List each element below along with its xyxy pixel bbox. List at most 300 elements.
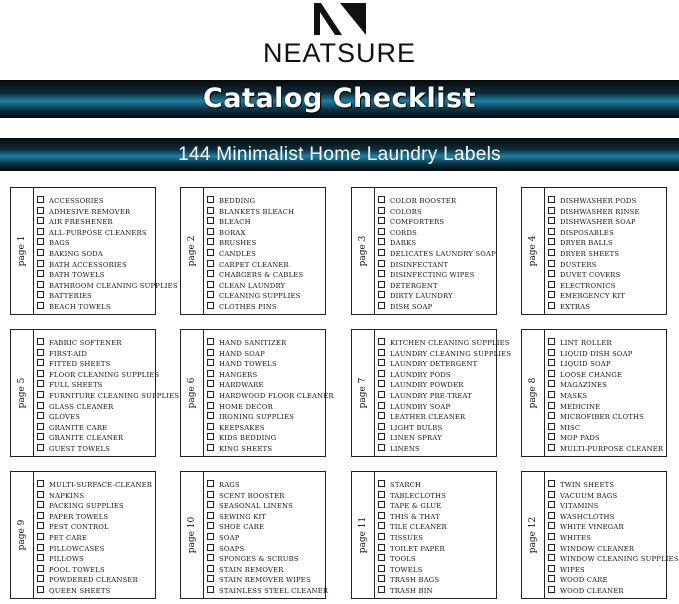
page-label: page 9 (17, 519, 27, 551)
list-item (548, 349, 664, 360)
list-item (207, 238, 323, 249)
checkbox-icon[interactable] (37, 544, 44, 551)
checkbox-icon[interactable] (207, 554, 214, 561)
list-item (378, 412, 494, 423)
item-label: ADHESIVE REMOVER (49, 207, 131, 216)
checkbox-icon[interactable] (37, 501, 44, 508)
checkbox-icon[interactable] (207, 291, 214, 298)
list-item (378, 554, 494, 565)
checkbox-icon[interactable] (207, 522, 214, 529)
checkbox-icon[interactable] (548, 260, 555, 267)
checkbox-icon[interactable] (37, 433, 44, 440)
list-item (207, 217, 323, 228)
list-item (207, 554, 323, 565)
item-label: CARPET CLEANER (219, 260, 289, 269)
item-label: LAUNDRY SOAP (390, 402, 451, 411)
item-label: KING SHEETS (219, 444, 273, 453)
checkbox-icon[interactable] (37, 565, 44, 572)
list-item (37, 412, 153, 423)
checkbox-icon[interactable] (378, 380, 385, 387)
item-label: TOOLS (390, 555, 416, 564)
list-item (207, 444, 323, 455)
list-item (37, 444, 153, 455)
item-label: BLANKETS BLEACH (219, 207, 295, 216)
list-item (207, 302, 323, 313)
checkbox-icon[interactable] (207, 575, 214, 582)
checkbox-icon[interactable] (207, 423, 214, 430)
checkbox-icon[interactable] (378, 412, 385, 419)
checkbox-icon[interactable] (548, 302, 555, 309)
checkbox-icon[interactable] (548, 554, 555, 561)
item-label: CLOTHES PINS (219, 302, 277, 311)
checkbox-icon[interactable] (37, 402, 44, 409)
item-label: STAIN REMOVER (219, 565, 284, 574)
list-item (37, 359, 153, 370)
checkbox-icon[interactable] (378, 522, 385, 529)
item-label: BATH TOWELS (49, 271, 105, 280)
checkbox-icon[interactable] (548, 512, 555, 519)
checkbox-icon[interactable] (548, 238, 555, 245)
item-label: EXTRAS (560, 302, 591, 311)
list-item (207, 402, 323, 413)
item-label: GLASS CLEANER (49, 402, 114, 411)
item-label: THIS & THAT (390, 512, 440, 521)
checkbox-icon[interactable] (548, 207, 555, 214)
checkbox-icon[interactable] (207, 412, 214, 419)
checkbox-icon[interactable] (378, 238, 385, 245)
item-label: LIQUID SOAP (560, 360, 611, 369)
checkbox-icon[interactable] (378, 423, 385, 430)
item-label: BRUSHES (219, 239, 257, 248)
page-title: Catalog Checklist (203, 83, 476, 114)
item-label: CLEAN LAUNDRY (219, 281, 286, 290)
checkbox-icon[interactable] (207, 512, 214, 519)
checkbox-icon[interactable] (37, 349, 44, 356)
checkbox-icon[interactable] (548, 544, 555, 551)
checklist-card (180, 187, 326, 315)
item-label: TISSUES (390, 533, 424, 542)
checkbox-icon[interactable] (378, 444, 385, 451)
checkbox-icon[interactable] (207, 380, 214, 387)
checkbox-icon[interactable] (37, 423, 44, 430)
checkbox-icon[interactable] (378, 207, 385, 214)
checkbox-icon[interactable] (207, 228, 214, 235)
list-item (548, 444, 664, 455)
checkbox-icon[interactable] (548, 338, 555, 345)
page-label: page 1 (17, 235, 27, 267)
checkbox-icon[interactable] (37, 359, 44, 366)
checkbox-icon[interactable] (378, 554, 385, 561)
label-list (37, 480, 153, 597)
item-label: HAND SOAP (219, 349, 265, 358)
item-label: DRYER SHEETS (560, 249, 620, 258)
item-label: LINENS (390, 444, 420, 453)
checkbox-icon[interactable] (548, 391, 555, 398)
checkbox-icon[interactable] (207, 565, 214, 572)
checkbox-icon[interactable] (207, 586, 214, 593)
item-label: FULL SHEETS (49, 381, 103, 390)
checkbox-icon[interactable] (37, 270, 44, 277)
checkbox-icon[interactable] (37, 491, 44, 498)
checkbox-icon[interactable] (37, 207, 44, 214)
item-label: LINEN SPRAY (390, 434, 442, 443)
checkbox-icon[interactable] (37, 412, 44, 419)
item-label: SEWING KIT (219, 512, 267, 521)
checkbox-icon[interactable] (378, 512, 385, 519)
checkbox-icon[interactable] (548, 565, 555, 572)
list-item (378, 402, 494, 413)
item-label: WINDOW CLEANING SUPPLIES (560, 555, 679, 564)
list-item (37, 391, 180, 402)
checkbox-icon[interactable] (207, 207, 214, 214)
checkbox-icon[interactable] (207, 501, 214, 508)
list-item (548, 501, 664, 512)
checkbox-icon[interactable] (378, 402, 385, 409)
checkbox-icon[interactable] (37, 586, 44, 593)
list-item (37, 281, 178, 292)
checkbox-icon[interactable] (378, 217, 385, 224)
list-item (548, 412, 664, 423)
checkbox-icon[interactable] (378, 359, 385, 366)
checkbox-icon[interactable] (378, 302, 385, 309)
checkbox-icon[interactable] (548, 444, 555, 451)
checkbox-icon[interactable] (207, 349, 214, 356)
checkbox-icon[interactable] (548, 217, 555, 224)
list-item (37, 565, 153, 576)
item-label: DUSTERS (560, 260, 597, 269)
label-list (207, 196, 323, 313)
item-label: PACKING SUPPLIES (49, 502, 124, 511)
list-item (37, 349, 153, 360)
list-item (378, 260, 494, 271)
item-label: TOWELS (390, 565, 423, 574)
checkbox-icon[interactable] (207, 533, 214, 540)
list-item (378, 338, 510, 349)
page-tab (11, 472, 34, 598)
list-item (548, 586, 664, 597)
checkbox-icon[interactable] (37, 533, 44, 540)
list-item (207, 249, 323, 260)
item-label: RAGS (219, 481, 240, 489)
item-label: BEACH TOWELS (49, 302, 111, 311)
item-label: TRASH BIN (390, 586, 433, 595)
page-tab (11, 188, 34, 314)
item-label: TILE CLEANER (390, 523, 447, 532)
list-item (207, 281, 323, 292)
list-item (37, 338, 153, 349)
list-item (548, 380, 664, 391)
list-item (548, 338, 664, 349)
item-label: PET CARE (49, 533, 88, 542)
checkbox-icon[interactable] (207, 359, 214, 366)
checklist-card (10, 187, 178, 315)
page-tab (181, 330, 204, 456)
list-item (207, 349, 323, 360)
checkbox-icon[interactable] (378, 501, 385, 508)
checkbox-icon[interactable] (207, 480, 214, 487)
checkbox-icon[interactable] (207, 402, 214, 409)
item-label: LIGHT BULBS (390, 423, 443, 432)
item-label: STARCH (390, 481, 422, 489)
checkbox-icon[interactable] (378, 291, 385, 298)
checkbox-icon[interactable] (37, 338, 44, 345)
checkbox-icon[interactable] (378, 533, 385, 540)
item-label: BLEACH (219, 218, 251, 227)
list-item (548, 480, 664, 491)
item-label: WHITES (560, 533, 591, 542)
checkbox-icon[interactable] (37, 522, 44, 529)
page-tab (522, 472, 545, 598)
checkbox-icon[interactable] (207, 270, 214, 277)
item-label: ELECTRONICS (560, 281, 616, 290)
list-item (378, 380, 494, 391)
page-label: page 3 (358, 235, 368, 267)
item-label: SEASONAL LINENS (219, 502, 293, 511)
checkbox-icon[interactable] (548, 491, 555, 498)
list-item (378, 302, 494, 313)
page-label: page 11 (358, 516, 368, 554)
list-item (37, 522, 153, 533)
checkbox-icon[interactable] (207, 217, 214, 224)
list-item (548, 554, 679, 565)
item-label: FIRST-AID (49, 349, 87, 358)
list-item (207, 412, 323, 423)
list-item (37, 480, 153, 491)
checkbox-icon[interactable] (378, 575, 385, 582)
list-item (378, 491, 494, 502)
list-item (548, 196, 664, 207)
list-item (207, 270, 323, 281)
checkbox-icon[interactable] (548, 270, 555, 277)
list-item (207, 391, 334, 402)
list-item (548, 238, 664, 249)
item-label: GLOVES (49, 413, 81, 422)
list-item (548, 433, 664, 444)
checkbox-icon[interactable] (548, 586, 555, 593)
checkbox-icon[interactable] (37, 228, 44, 235)
checkbox-icon[interactable] (548, 349, 555, 356)
checkbox-icon[interactable] (378, 370, 385, 377)
checkbox-icon[interactable] (548, 402, 555, 409)
item-label: WIPES (560, 565, 585, 574)
item-label: TRASH BAGS (390, 576, 440, 585)
item-label: VITAMINS (560, 502, 599, 511)
label-list (378, 480, 494, 597)
page-tab (181, 188, 204, 314)
list-item (207, 433, 323, 444)
label-list (207, 480, 329, 597)
checkbox-icon[interactable] (548, 501, 555, 508)
checklist-card (351, 187, 497, 315)
item-label: VACUUM BAGS (560, 491, 618, 500)
list-item (548, 391, 664, 402)
list-item (378, 270, 494, 281)
item-label: DISH SOAP (390, 302, 433, 311)
checkbox-icon[interactable] (548, 359, 555, 366)
item-label: HANGERS (219, 370, 258, 379)
checkbox-icon[interactable] (378, 228, 385, 235)
checkbox-icon[interactable] (378, 586, 385, 593)
checkbox-icon[interactable] (378, 491, 385, 498)
checkbox-icon[interactable] (548, 575, 555, 582)
checkbox-icon[interactable] (207, 196, 214, 203)
checkbox-icon[interactable] (37, 380, 44, 387)
page-label: page 10 (187, 516, 197, 554)
checkbox-icon[interactable] (378, 249, 385, 256)
checkbox-icon[interactable] (207, 260, 214, 267)
item-label: NAPKINS (49, 491, 85, 500)
list-item (548, 207, 664, 218)
checkbox-icon[interactable] (207, 302, 214, 309)
list-item (37, 402, 153, 413)
checkbox-icon[interactable] (207, 444, 214, 451)
list-item (207, 522, 323, 533)
checkbox-icon[interactable] (548, 423, 555, 430)
checkbox-icon[interactable] (37, 249, 44, 256)
checkbox-icon[interactable] (548, 380, 555, 387)
checkbox-icon[interactable] (37, 238, 44, 245)
list-item (548, 370, 664, 381)
checkbox-icon[interactable] (378, 338, 385, 345)
checkbox-icon[interactable] (37, 291, 44, 298)
checklist-card (180, 471, 329, 599)
list-item (37, 260, 153, 271)
list-item (378, 349, 512, 360)
checkbox-icon[interactable] (207, 544, 214, 551)
list-item (378, 207, 494, 218)
item-label: CORDS (390, 228, 417, 237)
checkbox-icon[interactable] (378, 196, 385, 203)
checkbox-icon[interactable] (207, 338, 214, 345)
item-label: FABRIC SOFTENER (49, 339, 122, 347)
list-item (37, 433, 153, 444)
list-item (37, 291, 153, 302)
list-item (378, 522, 494, 533)
checkbox-icon[interactable] (207, 281, 214, 288)
list-item (207, 565, 323, 576)
item-label: GRANITE CLEANER (49, 434, 124, 443)
checkbox-icon[interactable] (207, 249, 214, 256)
checkbox-icon[interactable] (548, 370, 555, 377)
checkbox-icon[interactable] (37, 281, 44, 288)
item-label: HARDWOOD FLOOR CLEANER (219, 391, 334, 400)
checkbox-icon[interactable] (37, 217, 44, 224)
checkbox-icon[interactable] (548, 291, 555, 298)
list-item (207, 533, 323, 544)
list-item (548, 249, 664, 260)
item-label: AIR FRESHENER (49, 218, 113, 227)
list-item (207, 260, 323, 271)
label-list (548, 338, 664, 455)
list-item (378, 391, 494, 402)
checkbox-icon[interactable] (548, 480, 555, 487)
checkbox-icon[interactable] (548, 281, 555, 288)
checkbox-icon[interactable] (37, 260, 44, 267)
list-item (378, 575, 494, 586)
item-label: LAUNDRY DETERGENT (390, 360, 478, 369)
checkbox-icon[interactable] (548, 249, 555, 256)
list-item (378, 281, 494, 292)
checkbox-icon[interactable] (378, 281, 385, 288)
checkbox-icon[interactable] (378, 433, 385, 440)
item-label: HAND TOWELS (219, 360, 277, 369)
list-item (378, 544, 494, 555)
page-tab (11, 330, 34, 456)
checkbox-icon[interactable] (548, 433, 555, 440)
list-item (378, 444, 494, 455)
item-label: ACCESSORIES (49, 197, 104, 205)
checkbox-icon[interactable] (378, 565, 385, 572)
checkbox-icon[interactable] (548, 228, 555, 235)
checkbox-icon[interactable] (37, 196, 44, 203)
list-item (207, 380, 323, 391)
list-item (37, 370, 160, 381)
checkbox-icon[interactable] (37, 554, 44, 561)
list-item (37, 249, 153, 260)
checkbox-icon[interactable] (378, 391, 385, 398)
checkbox-icon[interactable] (37, 480, 44, 487)
checkbox-icon[interactable] (378, 349, 385, 356)
list-item (378, 433, 494, 444)
checkbox-icon[interactable] (207, 238, 214, 245)
checkbox-icon[interactable] (207, 391, 214, 398)
checkbox-icon[interactable] (207, 491, 214, 498)
item-label: GRANITE CARE (49, 423, 108, 432)
list-item (207, 544, 323, 555)
checkbox-icon[interactable] (207, 433, 214, 440)
item-label: WASHCLOTHS (560, 512, 615, 521)
item-label: EMERGENCY KIT (560, 292, 626, 301)
item-label: COLORS (390, 207, 422, 216)
item-label: LAUNDRY POWDER (390, 381, 464, 390)
checkbox-icon[interactable] (37, 370, 44, 377)
item-label: SCENT BOOSTER (219, 491, 285, 500)
list-item (207, 359, 323, 370)
item-label: TAPE & GLUE (390, 502, 442, 511)
checkbox-icon[interactable] (548, 196, 555, 203)
label-list (548, 480, 679, 597)
checkbox-icon[interactable] (378, 480, 385, 487)
list-item (37, 270, 153, 281)
checkbox-icon[interactable] (37, 302, 44, 309)
list-item (37, 544, 153, 555)
label-list (37, 196, 178, 313)
list-item (37, 423, 153, 434)
checkbox-icon[interactable] (548, 533, 555, 540)
checkbox-icon[interactable] (37, 512, 44, 519)
checkbox-icon[interactable] (37, 444, 44, 451)
checkbox-icon[interactable] (37, 575, 44, 582)
checklist-card (10, 471, 156, 599)
list-item (207, 480, 323, 491)
checkbox-icon[interactable] (37, 391, 44, 398)
list-item (378, 423, 494, 434)
checklist-card (180, 329, 334, 457)
item-label: TABLECLOTHS (390, 491, 447, 500)
item-label: MEDICINE (560, 402, 601, 411)
item-label: DUVET COVERS (560, 271, 621, 280)
checkbox-icon[interactable] (378, 270, 385, 277)
checkbox-icon[interactable] (207, 370, 214, 377)
checkbox-icon[interactable] (378, 260, 385, 267)
item-label: BATTERIES (49, 292, 92, 301)
item-label: COLOR BOOSTER (390, 197, 457, 205)
checkbox-icon[interactable] (548, 522, 555, 529)
list-item (207, 370, 323, 381)
checkbox-icon[interactable] (378, 544, 385, 551)
checkbox-icon[interactable] (548, 412, 555, 419)
subtitle-banner (0, 138, 679, 171)
